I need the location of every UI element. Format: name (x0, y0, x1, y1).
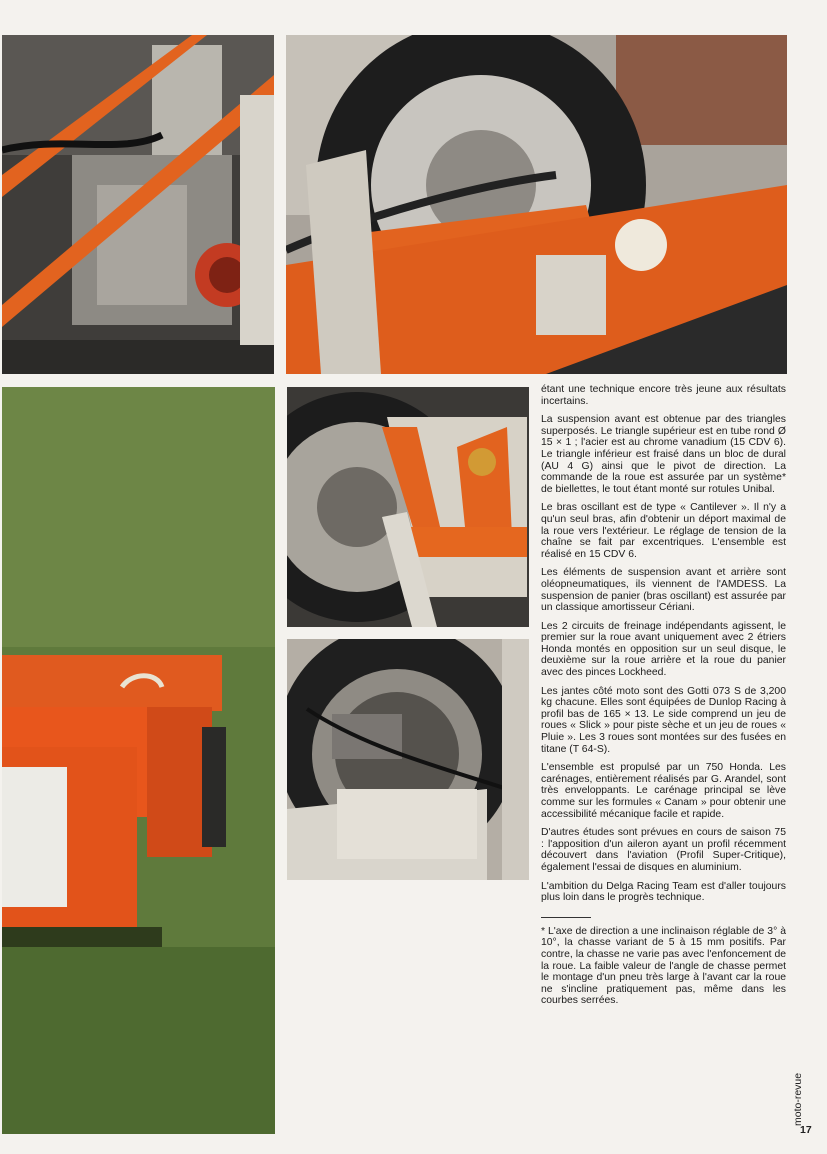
article-paragraph: D'autres études sont prévues en cours de saison 75 : l'apposition d'un aileron ayant un profil récemment découvert dans l'aviation (Profil Super-Critique), également l'essai de disques en aluminium. (541, 827, 786, 873)
photo-brake-caliper (287, 639, 529, 880)
photo-rear-wheel-chain (286, 35, 787, 374)
magazine-name: moto-revue (792, 1072, 804, 1126)
photo-sidecar-on-grass (2, 387, 275, 1134)
article-column (541, 384, 786, 1014)
photo-engine-frame (2, 35, 274, 374)
article-paragraph: Les jantes côté moto sont des Gotti 073 S de 3,200 kg chacune. Elles sont équipées de Dunlop Racing à profil bas de 165 × 13. Le side comprend un jeu de roues « Slick » pour piste sèche et un jeu de roues « Pluie ». Les 3 roues sont montées sur des fusées en titane (T 64-S). (541, 685, 786, 755)
article-paragraph: Les 2 circuits de freinage indépendants agissent, le premier sur la roue avant uniquement avec 2 étriers Honda montés en opposition sur un seul disque, le deuxième sur la roue arrière et la roue du panier avec des pinces Lockheed. (541, 620, 786, 679)
article-paragraph: Les éléments de suspension avant et arrière sont oléopneumatiques, ils viennent de l'AMDESS. La suspension de panier (bras oscillant) est assurée par un classique amortisseur Cériani. (541, 567, 786, 614)
article-paragraph: étant une technique encore très jeune aux résultats incertains. (541, 384, 786, 407)
page-number: 17 (800, 1124, 812, 1136)
article-paragraph: La suspension avant est obtenue par des triangles superposés. Le triangle supérieur est en tube rond Ø 15 × 1 ; l'acier est au chrome vanadium (15 CDV 6). Le triangle inférieur est fraisé dans un bloc de dural (AU 4 G) ainsi que le pivot de direction. La commande de la roue est assurée par un système* de biellettes, le tout étant monté sur rotules Unibal. (541, 414, 786, 495)
article-paragraph: Le bras oscillant est de type « Cantilever ». Il n'y a qu'un seul bras, afin d'obtenir un déport maximal de la roue vers l'extérieur. Le réglage de tension de la chaîne se fait par excentriques. L'ensemble est réalisé en 15 CDV 6. (541, 502, 786, 560)
article-paragraph: L'ensemble est propulsé par un 750 Honda. Les carénages, entièrement réalisés par G. Arandel, sont très enveloppants. Le carénage principal se lève comme sur les formules « Canam » pour obtenir une accessibilité mécanique facile et rapide. (541, 762, 786, 820)
article-paragraph: L'ambition du Delga Racing Team est d'aller toujours plus loin dans le progrès technique. (541, 880, 786, 904)
photo-front-suspension (287, 387, 529, 627)
footnote: * L'axe de direction a une inclinaison réglable de 3° à 10°, la chasse variant de 5 à 15 mm positifs. Par contre, la chasse ne varie pas avec l'enfoncement de la roue. La faible valeur de l'angle de chasse permet le montage d'un pneu très large à l'avant car la roue ne s'incline pratiquement pas, même dans les courbes serrées. (541, 925, 786, 1007)
footnote-divider (541, 917, 591, 918)
